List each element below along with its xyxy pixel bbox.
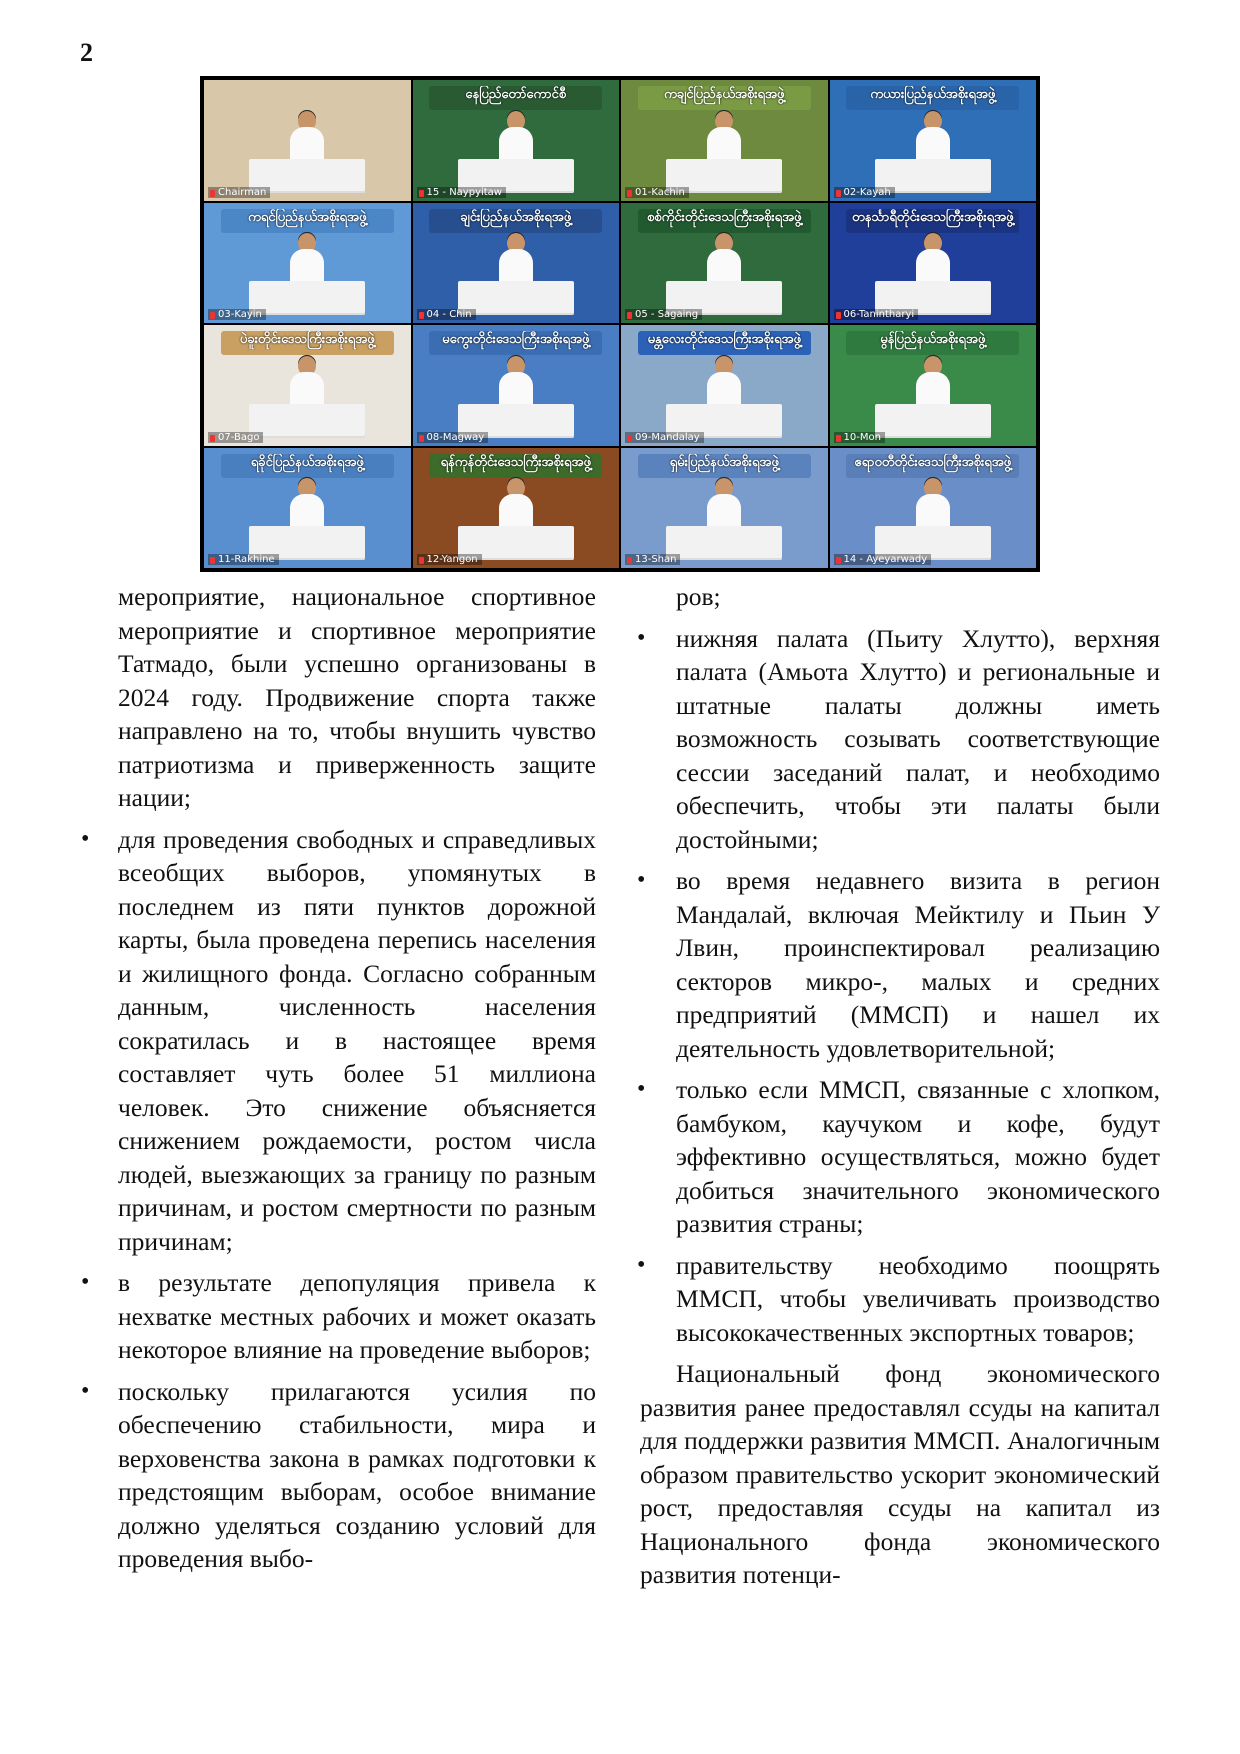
tile-banner-text: ချင်းပြည်နယ်အစိုးရအဖွဲ့ (460, 209, 572, 225)
tile-label: 09-Mandalay (625, 432, 704, 443)
tile-label: 04 - Chin (417, 309, 476, 320)
tile-banner-text: စစ်ကိုင်းတိုင်းဒေသကြီးအစိုးရအဖွဲ့ (646, 209, 802, 225)
participant-desk (249, 281, 365, 315)
left-bullet-item: • для проведения свободных и справедливых всеобщих выборов, упомянутых в последнем из пяти пунктов дорожной карты, была проведена перепись населения и жилищного фонда. Согласно собранным данным, численность населения сократилась и в настоящее время составляет чуть более 51 миллиона человек. Это снижение объясняется снижением рождаемости, ростом числа людей, выезжающих за границу по разным причинам, и ростом смертности по разным причинам; (118, 823, 596, 1259)
tile-label: 12-Yangon (417, 554, 482, 565)
right-lead-text: ров; (676, 582, 721, 611)
conference-tile (830, 448, 1037, 569)
tile-banner-text: ရခိုင်ပြည်နယ်အစိုးရအဖွဲ့ (250, 454, 364, 470)
tile-label: 08-Magway (417, 432, 489, 443)
conference-tile (621, 80, 828, 201)
right-bullet-item: • правительству необходимо поощрять ММСП, чтобы увеличивать производство высококачественных экспортных товаров; (640, 1249, 1160, 1350)
conference-tile (621, 448, 828, 569)
conference-tile (621, 325, 828, 446)
left-bullet-item: • в результате депопуляция привела к нехватке местных рабочих и может оказать некоторое влияние на проведение выборов; (118, 1266, 596, 1367)
conference-tile (830, 325, 1037, 446)
tile-label: 06-Tanintharyi (834, 309, 919, 320)
tile-banner-text: နေပြည်တော်ကောင်စီ (465, 87, 567, 102)
video-conference-photo (200, 76, 1040, 572)
tile-banner-text: ရန်ကုန်တိုင်းဒေသကြီးအစိုးရအဖွဲ့ (440, 454, 591, 470)
conference-tile (413, 80, 620, 201)
right-bullet-item: • только если ММСП, связанные с хлопком, бамбуком, каучуком и кофе, будут эффективно осуществляться, можно будет добиться значительного экономического развития страны; (640, 1073, 1160, 1241)
tile-label: 10-Mon (834, 432, 885, 443)
left-column (118, 580, 596, 1576)
conference-tile (204, 448, 411, 569)
tile-label: 11-Rakhine (208, 554, 279, 565)
tile-label: 01-Kachin (625, 187, 689, 198)
conference-tile (204, 203, 411, 324)
tile-banner-text: ကယားပြည်နယ်အစိုးရအဖွဲ့ (870, 87, 996, 102)
participant-desk (875, 404, 991, 438)
conference-tile (413, 325, 620, 446)
right-bullet-item: • нижняя палата (Пьиту Хлутто), верхняя палата (Амьота Хлутто) и региональные и штатные палаты должны иметь возможность созывать соответствующие сессии заседаний палат, и необходимо обеспечить, чтобы эти палаты были достойными; (640, 622, 1160, 857)
conference-tile (204, 325, 411, 446)
participant-desk (249, 404, 365, 438)
tile-label: 13-Shan (625, 554, 680, 565)
right-column (640, 580, 1160, 1592)
tile-banner-text: ကရင်ပြည်နယ်အစိုးရအဖွဲ့ (248, 209, 367, 225)
tile-banner-text: ရှမ်းပြည်နယ်အစိုးရအဖွဲ့ (669, 454, 779, 470)
left-bullet-item: • поскольку прилагаются усилия по обеспечению стабильности, мира и верховенства закона в рамках подготовки к предстоящим выборам, особое внимание должно уделяться созданию условий для проведения выбо- (118, 1375, 596, 1576)
page-number: 2 (80, 38, 93, 67)
conference-tile (413, 448, 620, 569)
tile-label: 05 - Sagaing (625, 309, 702, 320)
participant-desk (666, 526, 782, 560)
tile-banner-text: ပဲခူးတိုင်းဒေသကြီးအစိုးရအဖွဲ့ (239, 332, 375, 347)
conference-tile (621, 203, 828, 324)
right-paragraph: Национальный фонд экономического развития ранее предоставлял ссуды на капитал для поддержки развития ММСП. Аналогичным образом правительство ускорит экономический рост, предоставляя ссуды на капитал из Национального фонда экономического развития потенци- (640, 1359, 1160, 1589)
tile-banner-text: မကွေးတိုင်းဒေသကြီးအစိုးရအဖွဲ့ (442, 332, 590, 347)
conference-tile (204, 80, 411, 201)
tile-banner-text: မန္တလေးတိုင်းဒေသကြီးအစိုးရအဖွဲ့ (647, 332, 801, 347)
tile-banner-text: ဧရာဝတီတိုင်းဒေသကြီးအစိုးရအဖွဲ့ (854, 454, 1012, 470)
tile-banner-text: တနင်္သာရီတိုင်းဒေသကြီးအစိုးရအဖွဲ့ (852, 209, 1014, 225)
tile-label: 14 - Ayeyarwady (834, 554, 932, 565)
tile-banner-text: ကချင်ပြည်နယ်အစိုးရအဖွဲ့ (664, 87, 785, 102)
conference-tile (413, 203, 620, 324)
conference-tile (830, 203, 1037, 324)
tile-label: 07-Bago (208, 432, 263, 443)
left-lead-text: мероприятие, национальное спортивное мероприятие и спортивное мероприятие Татмадо, были успешно организованы в 2024 году. Продвижение спорта также направлено на то, чтобы внушить чувство патриотизма и приверженность защите нации; (118, 582, 596, 812)
right-bullet-item: • во время недавнего визита в регион Мандалай, включая Мейктилу и Пьин У Лвин, проинспектировал реализацию секторов микро-, малых и средних предприятий (ММСП) и нашел их деятельность удовлетворительной; (640, 864, 1160, 1065)
tile-label: 03-Kayin (208, 309, 266, 320)
tile-banner-text: မွန်ပြည်နယ်အစိုးရအဖွဲ့ (880, 332, 986, 347)
tile-label: 15 - Naypyitaw (417, 187, 507, 198)
tile-label: Chairman (208, 187, 270, 198)
conference-tile (830, 80, 1037, 201)
tile-label: 02-Kayah (834, 187, 895, 198)
